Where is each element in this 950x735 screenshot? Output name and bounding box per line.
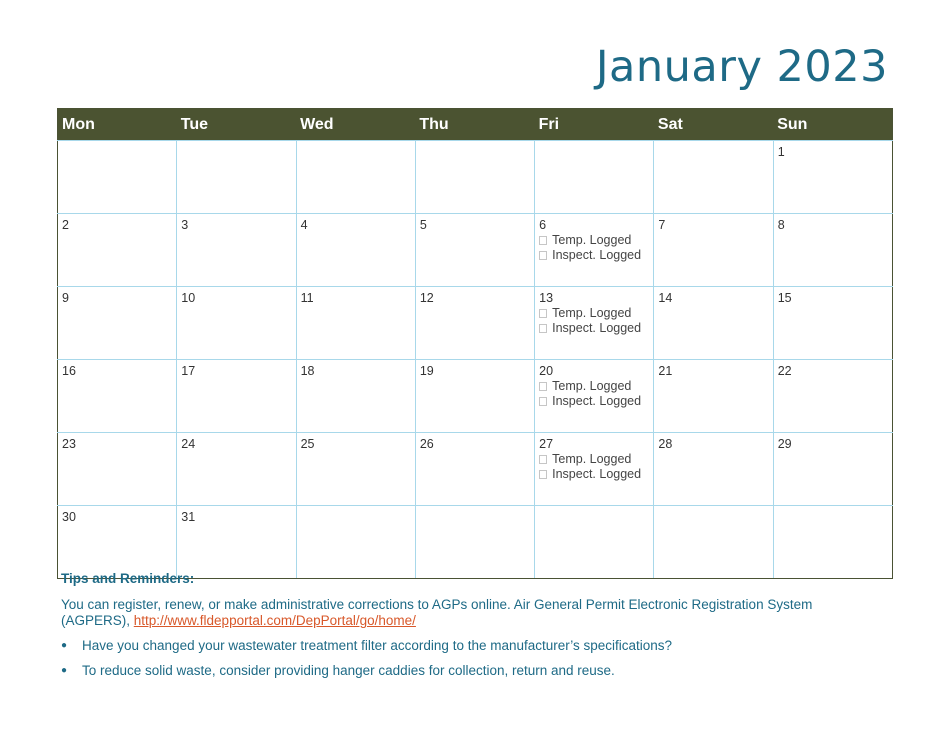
calendar-day-cell[interactable] <box>296 214 415 287</box>
calendar-day-cell[interactable] <box>177 433 296 506</box>
weekday-header-fri: Fri <box>535 109 654 141</box>
calendar-day-cell[interactable] <box>58 506 177 579</box>
task-checkbox[interactable] <box>539 324 547 333</box>
task-checkbox[interactable] <box>539 470 547 479</box>
calendar-title: January 2023 <box>595 42 888 92</box>
day-number: 29 <box>777 437 792 451</box>
task-checkbox[interactable] <box>539 382 547 391</box>
task-label: Inspect. Logged <box>552 394 642 408</box>
task-label: Temp. Logged <box>552 233 632 247</box>
day-number: 26 <box>419 437 434 451</box>
day-number: 8 <box>777 218 785 232</box>
task-checkbox[interactable] <box>539 455 547 464</box>
task-label: Inspect. Logged <box>552 248 642 262</box>
calendar-day-cell[interactable] <box>654 433 773 506</box>
calendar-week-row <box>58 141 893 214</box>
task-item <box>539 306 649 321</box>
task-label: Inspect. Logged <box>552 321 642 335</box>
calendar-day-cell[interactable] <box>773 287 892 360</box>
day-number: 10 <box>181 291 196 305</box>
task-label: Temp. Logged <box>552 379 632 393</box>
task-item <box>539 248 649 263</box>
tip-text: Have you changed your wastewater treatment filter according to the manufacturer’s specifications? <box>82 638 673 653</box>
weekday-header-wed: Wed <box>296 109 415 141</box>
calendar-day-cell[interactable] <box>535 287 654 360</box>
calendar-day-cell[interactable] <box>654 214 773 287</box>
task-item <box>539 452 649 467</box>
day-number: 24 <box>181 437 196 451</box>
day-number: 23 <box>62 437 76 451</box>
calendar-day-cell[interactable] <box>535 360 654 433</box>
task-checkbox[interactable] <box>539 309 547 318</box>
day-number: 2 <box>62 218 69 232</box>
agpers-link[interactable]: http://www.fldepportal.com/DepPortal/go/home/ <box>133 613 416 628</box>
calendar-day-cell[interactable] <box>535 433 654 506</box>
day-number: 3 <box>181 218 189 232</box>
tips-list <box>61 637 881 679</box>
task-item <box>539 321 649 336</box>
day-number: 22 <box>777 364 792 378</box>
calendar-day-cell[interactable] <box>177 287 296 360</box>
day-number: 21 <box>658 364 673 378</box>
calendar-day-cell[interactable] <box>415 287 534 360</box>
calendar-day-cell[interactable] <box>58 433 177 506</box>
calendar-day-cell[interactable] <box>654 287 773 360</box>
calendar-grid <box>57 108 893 579</box>
day-number: 17 <box>181 364 196 378</box>
calendar-day-cell[interactable] <box>296 141 415 214</box>
calendar-day-cell[interactable] <box>296 506 415 579</box>
day-number: 12 <box>419 291 434 305</box>
day-number: 9 <box>62 291 69 305</box>
calendar-day-cell[interactable] <box>58 360 177 433</box>
calendar-day-cell[interactable] <box>296 287 415 360</box>
day-number: 16 <box>62 364 76 378</box>
weekday-header-tue: Tue <box>177 109 296 141</box>
calendar-day-cell[interactable] <box>177 506 296 579</box>
task-item <box>539 379 649 394</box>
tips-paragraph <box>61 597 881 629</box>
weekday-header-row <box>58 109 893 141</box>
day-number: 27 <box>539 437 554 451</box>
calendar-day-cell[interactable] <box>177 141 296 214</box>
task-item <box>539 467 649 482</box>
calendar-day-cell[interactable] <box>415 141 534 214</box>
day-number: 1 <box>777 145 785 159</box>
day-number: 13 <box>539 291 554 305</box>
calendar-day-cell[interactable] <box>415 433 534 506</box>
list-item <box>61 662 881 679</box>
calendar-day-cell[interactable] <box>773 214 892 287</box>
calendar-day-cell[interactable] <box>773 433 892 506</box>
day-number: 6 <box>539 218 547 232</box>
calendar-day-cell[interactable] <box>773 360 892 433</box>
calendar-day-cell[interactable] <box>654 360 773 433</box>
calendar-day-cell[interactable] <box>296 433 415 506</box>
day-number: 28 <box>658 437 673 451</box>
day-number: 20 <box>539 364 554 378</box>
task-label: Inspect. Logged <box>552 467 642 481</box>
task-label: Temp. Logged <box>552 452 632 466</box>
day-number: 14 <box>658 291 673 305</box>
task-checkbox[interactable] <box>539 397 547 406</box>
bullet-icon: ● <box>61 665 68 676</box>
day-number: 11 <box>300 291 314 305</box>
task-label: Temp. Logged <box>552 306 632 320</box>
calendar-week-row <box>58 360 893 433</box>
weekday-header-sat: Sat <box>654 109 773 141</box>
calendar-day-cell[interactable] <box>535 214 654 287</box>
day-number: 31 <box>181 510 196 524</box>
calendar-day-cell[interactable] <box>415 506 534 579</box>
calendar-week-row <box>58 287 893 360</box>
tips-section <box>61 570 881 687</box>
calendar-day-cell[interactable] <box>415 214 534 287</box>
task-checkbox[interactable] <box>539 236 547 245</box>
day-number: 25 <box>300 437 315 451</box>
weekday-header-mon: Mon <box>58 109 177 141</box>
day-number: 15 <box>777 291 792 305</box>
day-number: 7 <box>658 218 666 232</box>
calendar-day-cell[interactable] <box>654 141 773 214</box>
tips-paragraph-text: You can register, renew, or make administrative corrections to AGPs online. Air General Permit Electronic Registration System (AGPERS), <box>61 597 813 628</box>
day-number: 5 <box>419 218 427 232</box>
weekday-header-thu: Thu <box>415 109 534 141</box>
calendar-day-cell[interactable] <box>58 287 177 360</box>
calendar-day-cell[interactable] <box>535 141 654 214</box>
task-item <box>539 233 649 248</box>
calendar-week-row <box>58 214 893 287</box>
list-item <box>61 637 881 654</box>
tips-heading: Tips and Reminders: <box>61 571 195 586</box>
day-number: 18 <box>300 364 315 378</box>
calendar-day-cell[interactable] <box>58 214 177 287</box>
calendar-day-cell[interactable] <box>773 506 892 579</box>
day-number: 30 <box>62 510 76 524</box>
calendar-day-cell[interactable] <box>654 506 773 579</box>
calendar-week-row <box>58 506 893 579</box>
day-number: 4 <box>300 218 308 232</box>
calendar-day-cell[interactable] <box>535 506 654 579</box>
task-item <box>539 394 649 409</box>
day-number: 19 <box>419 364 434 378</box>
bullet-icon: ● <box>61 640 68 651</box>
calendar-day-cell[interactable] <box>773 141 892 214</box>
calendar-day-cell[interactable] <box>177 214 296 287</box>
calendar-day-cell[interactable] <box>296 360 415 433</box>
task-checkbox[interactable] <box>539 251 547 260</box>
calendar-week-row <box>58 433 893 506</box>
calendar-day-cell[interactable] <box>58 141 177 214</box>
calendar-day-cell[interactable] <box>415 360 534 433</box>
tip-text: To reduce solid waste, consider providing hanger caddies for collection, return and reuse. <box>82 663 615 678</box>
weekday-header-sun: Sun <box>773 109 892 141</box>
calendar-day-cell[interactable] <box>177 360 296 433</box>
